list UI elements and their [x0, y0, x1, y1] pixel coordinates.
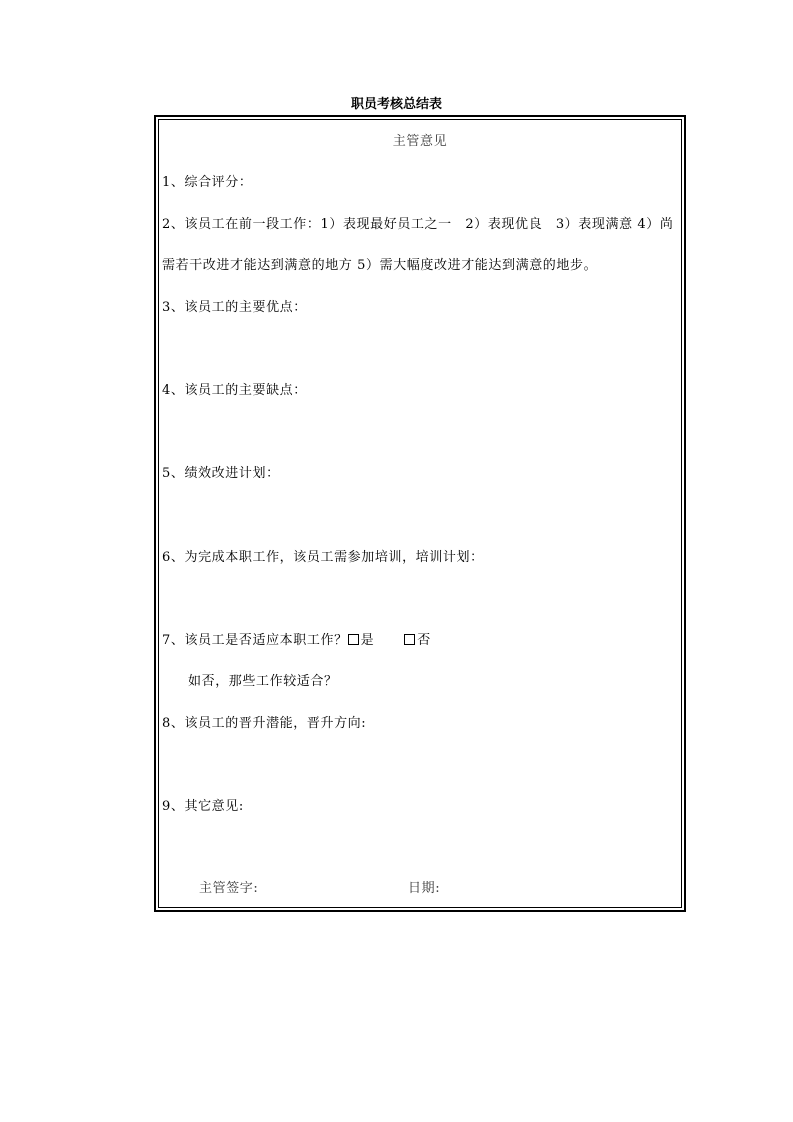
- document-title: 职员考核总结表: [350, 97, 442, 112]
- item-improvement-plan: 5、绩效改进计划：: [162, 466, 280, 481]
- item-training-plan: 6、为完成本职工作，该员工需参加培训，培训计划：: [162, 550, 484, 565]
- item-main-strengths: 3、该员工的主要优点：: [162, 300, 307, 315]
- checkbox-no[interactable]: [404, 634, 415, 645]
- checkbox-yes[interactable]: [348, 634, 359, 645]
- section-header: 主管意见: [392, 134, 448, 149]
- item-overall-score: 1、综合评分：: [162, 175, 253, 190]
- item-recent-performance: 2、该员工在前一段工作：1）表现最好员工之一 2）表现优良 3）表现满意 4）尚: [162, 217, 674, 232]
- item-job-suitability: [162, 633, 431, 649]
- item-main-weaknesses: 4、该员工的主要缺点：: [162, 383, 307, 398]
- table-inner-border: [158, 119, 682, 908]
- supervisor-signature-label: 主管签字:: [199, 881, 259, 896]
- checkbox-no-label: 否: [417, 633, 431, 648]
- date-label: 日期:: [408, 881, 441, 896]
- item-promotion-potential: 8、该员工的晋升潜能，晋升方向:: [162, 716, 367, 731]
- item-job-suitability-label: 7、该员工是否适应本职工作？: [162, 633, 348, 648]
- checkbox-yes-label: 是: [360, 633, 375, 648]
- evaluation-form-table: [154, 115, 686, 912]
- item-recent-performance-cont: 需若干改进才能达到满意的地方 5）需大幅度改进才能达到满意的地步。: [162, 258, 598, 273]
- item-other-comments: 9、其它意见:: [162, 799, 244, 814]
- item-alternative-jobs: 如否，那些工作较适合？: [188, 674, 338, 689]
